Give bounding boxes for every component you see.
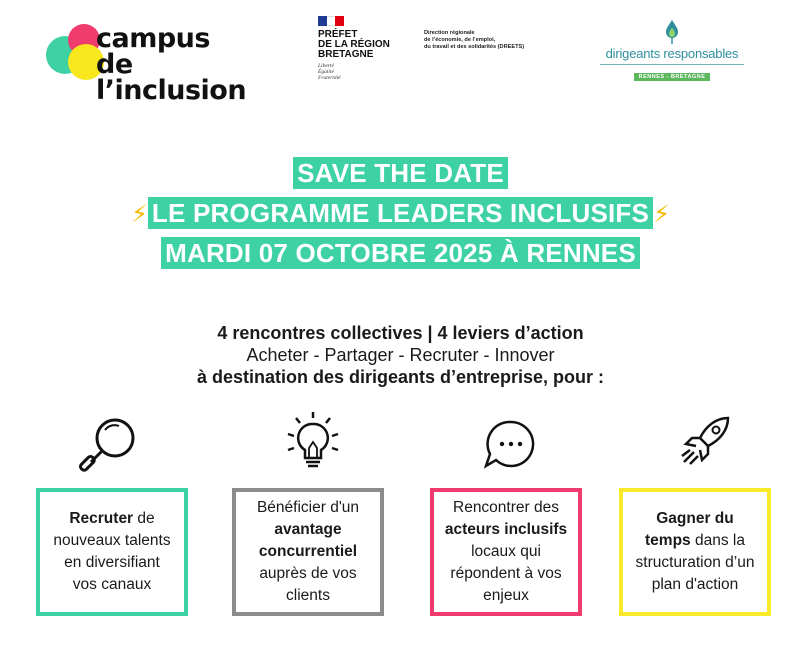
lightning-icon: ⚡ — [131, 201, 148, 228]
intro-line-2: Acheter - Partager - Recruter - Innover — [246, 345, 555, 365]
dr-logo-name: dirigeants responsables — [605, 46, 739, 61]
campus-logo-text — [96, 23, 247, 106]
card-avantage — [232, 488, 384, 616]
card-text-segment: Gagner du temps — [645, 510, 734, 549]
card-recruter — [36, 488, 188, 616]
card-text-segment: acteurs inclusifs — [444, 521, 568, 538]
card-text-segment: dans la structuration d’un plan d'action — [635, 532, 755, 593]
dreets-label: Direction régionale de l’économie, de l’emploi, du travail et des solidarités (DREETS) — [424, 30, 525, 50]
lightbulb-icon — [278, 410, 348, 480]
dr-logo-tag: RENNES - BRETAGNE — [634, 73, 711, 81]
intro-line-1: 4 rencontres collectives | 4 leviers d’action — [217, 323, 584, 343]
rocket-icon — [672, 410, 742, 480]
prefet-logo — [318, 16, 408, 86]
card-text-segment: locaux qui répondent à vos enjeux — [450, 543, 562, 604]
banner-line-2 — [0, 197, 801, 229]
card-text-segment: Bénéficier d'un — [256, 499, 360, 516]
campus-inclusion-logo — [46, 22, 247, 106]
banner-line-1 — [0, 157, 801, 189]
prefet-motto: Liberté Égalité Fraternité — [318, 63, 341, 81]
card-text-segment: Recruter — [69, 510, 134, 527]
card-acteurs — [430, 488, 582, 616]
campus-logo-line2: l’inclusion — [96, 75, 247, 106]
program-heading: LE PROGRAMME LEADERS INCLUSIFS — [148, 197, 653, 229]
prefet-title: PRÉFET DE LA RÉGION BRETAGNE — [318, 29, 390, 60]
dirigeants-responsables-logo — [596, 18, 748, 80]
card-text-segment: avantage concurrentiel — [258, 521, 358, 560]
date-heading: MARDI 07 OCTOBRE 2025 À RENNES — [161, 237, 640, 269]
save-the-date-heading: SAVE THE DATE — [293, 157, 508, 189]
banner-line-3 — [0, 237, 801, 269]
card-text-segment: Rencontrer des — [453, 499, 559, 516]
dr-logo-divider — [600, 64, 744, 65]
card-text-segment: de nouveaux talents en diversifiant vos canaux — [53, 510, 171, 593]
intro-line-3: à destination des dirigeants d’entreprise, pour : — [196, 367, 605, 387]
card-text-segment: auprès de vos clients — [259, 565, 357, 604]
french-flag-icon — [318, 16, 344, 26]
leaf-drop-icon — [661, 18, 683, 44]
campus-logo-line1: campus de — [96, 23, 210, 80]
lightning-icon: ⚡ — [653, 201, 670, 228]
magnifier-icon — [75, 410, 145, 480]
card-temps — [619, 488, 771, 616]
intro-text — [0, 322, 801, 388]
speech-bubble-icon — [476, 410, 546, 480]
